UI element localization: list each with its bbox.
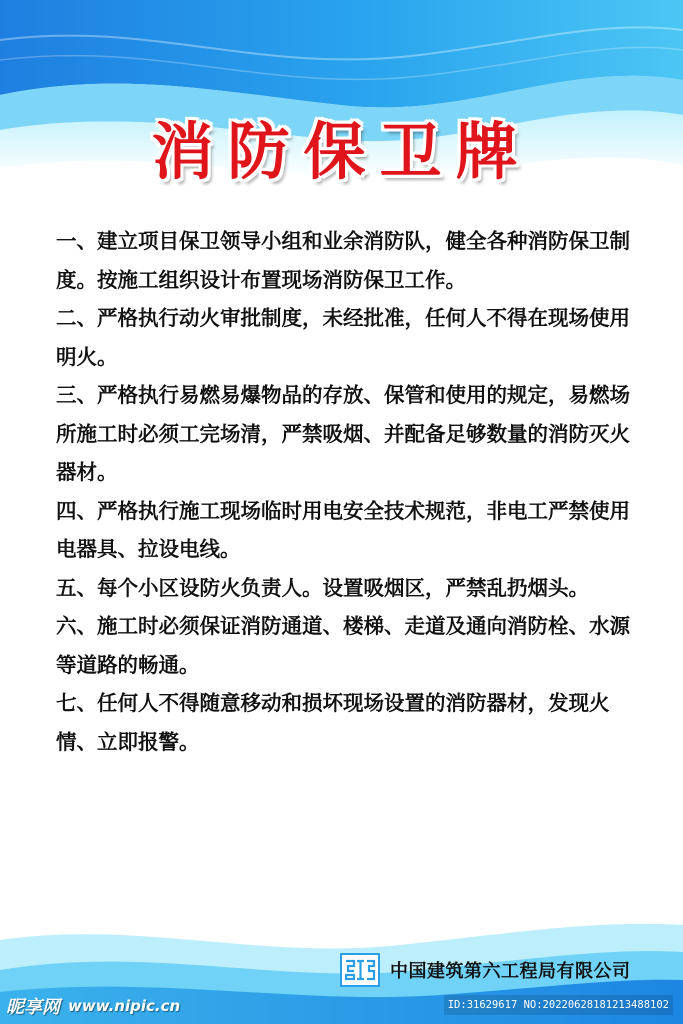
rule-item: 一、建立项目保卫领导小组和业余消防队，健全各种消防保卫制度。按施工组织设计布置现场消防保卫工作。 <box>56 229 630 292</box>
company-signature <box>340 952 631 988</box>
site-watermark <box>6 993 180 1019</box>
rule-item: 六、施工时必须保证消防通道、楼梯、走道及通向消防栓、水源等道路的畅通。 <box>56 614 630 677</box>
fire-safety-rules-list <box>56 222 636 761</box>
rule-item: 二、严格执行动火审批制度，未经批准，任何人不得在现场使用明火。 <box>56 306 630 369</box>
watermark-url: www.nipic.cn <box>68 997 181 1015</box>
rule-item: 四、严格执行施工现场临时用电安全技术规范，非电工严禁使用电器具、拉设电线。 <box>56 498 630 561</box>
rule-item: 三、严格执行易燃易爆物品的存放、保管和使用的规定，易燃场所施工时必须工完场清，严禁吸烟、并配备足够数量的消防灭火器材。 <box>56 383 630 484</box>
cscec-logo-icon <box>340 953 380 987</box>
rule-item: 五、每个小区设防火负责人。设置吸烟区，严禁乱扔烟头。 <box>56 575 589 600</box>
watermark-brand: 昵享网 <box>6 997 60 1018</box>
sign-title: 消防保卫牌 <box>151 115 532 188</box>
company-name: 中国建筑第六工程局有限公司 <box>390 961 631 982</box>
image-id-label: ID:31629617 NO:20220628181213488102 <box>444 995 673 1015</box>
rule-item: 七、任何人不得随意移动和损坏现场设置的消防器材，发现火情、立即报警。 <box>56 691 610 754</box>
